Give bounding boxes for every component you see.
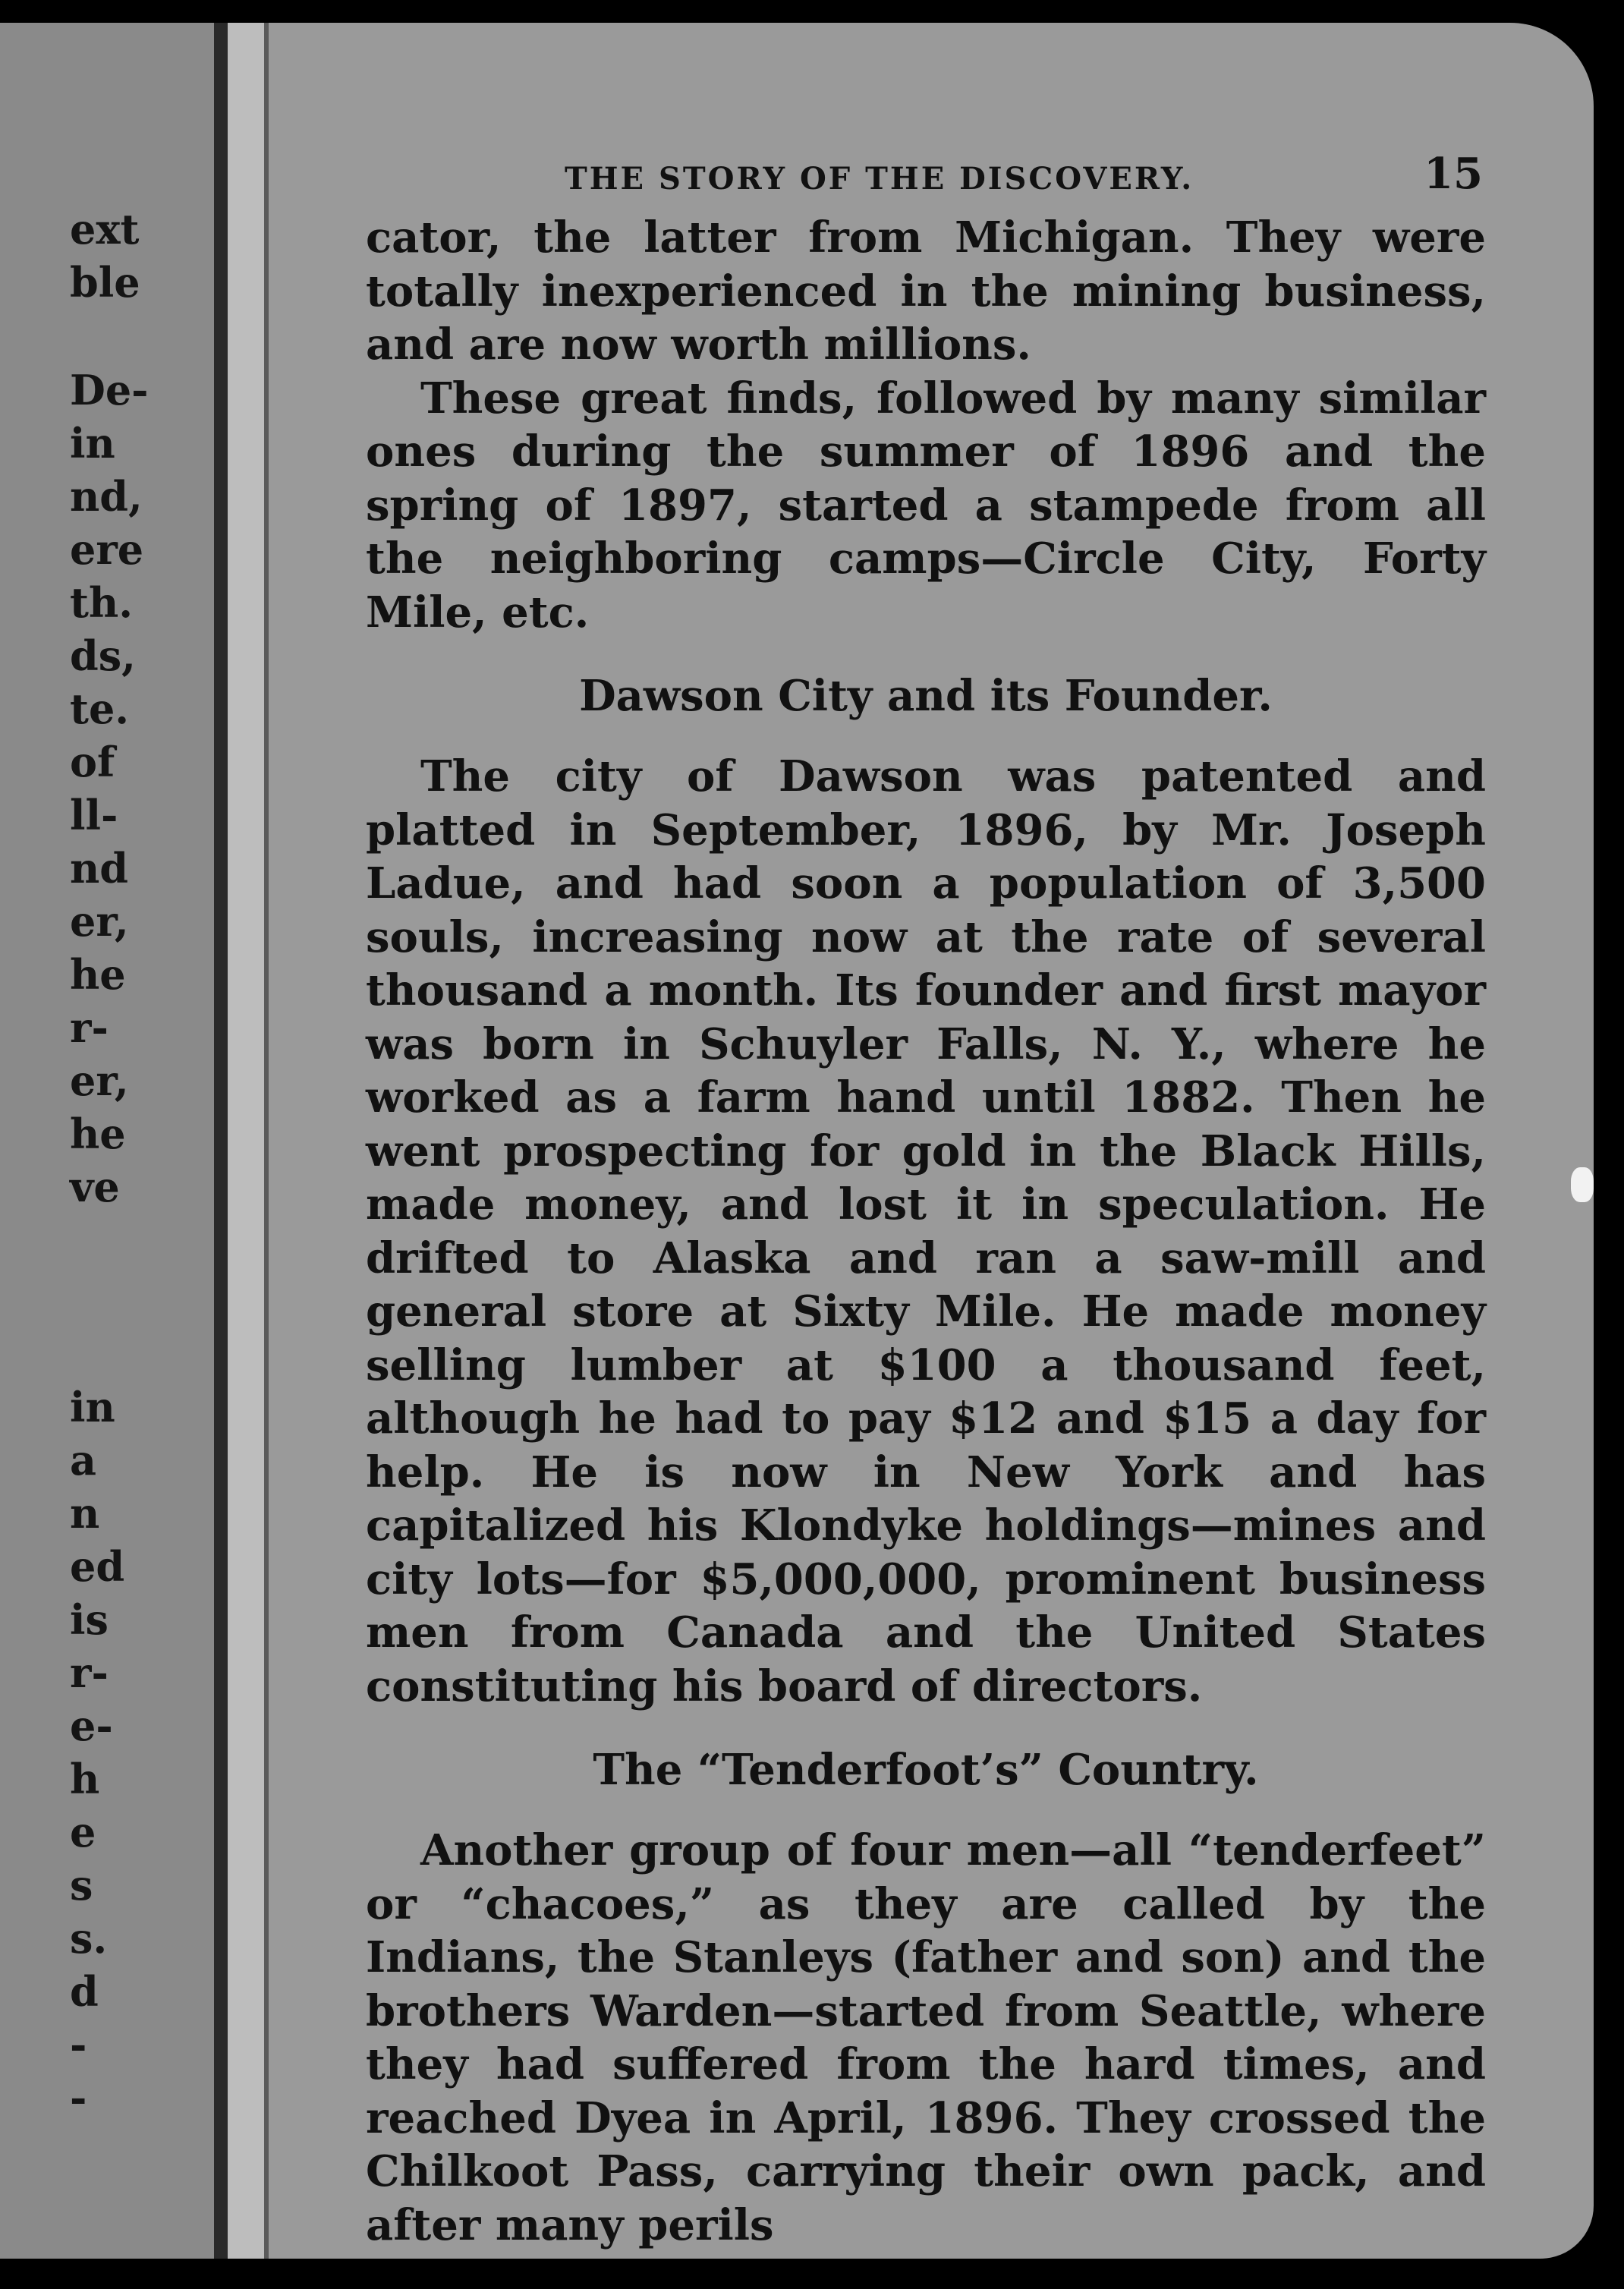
previous-page-line: s.: [70, 1914, 108, 1963]
book-gutter: [214, 23, 228, 2259]
previous-page-line: nd,: [70, 472, 143, 521]
previous-page-line: er,: [70, 1056, 129, 1105]
previous-page-line: n: [70, 1489, 100, 1538]
previous-page-line: in: [70, 419, 115, 468]
previous-page-line: ble: [70, 258, 140, 307]
previous-page-line: he: [70, 1110, 126, 1158]
previous-page-line: th.: [70, 578, 134, 627]
running-title: THE STORY OF THE DISCOVERY.: [565, 161, 1194, 197]
previous-page-line: d: [70, 1967, 99, 2016]
page-edge: [228, 23, 264, 2259]
previous-page-line: ed: [70, 1542, 125, 1591]
previous-page-line: er,: [70, 897, 129, 946]
book-page: [269, 23, 1594, 2259]
previous-page-line: r-: [70, 1003, 109, 1052]
previous-page-line: e: [70, 1808, 96, 1856]
section-heading-tenderfoot: The “Tenderfoot’s” Country.: [593, 1745, 1259, 1795]
previous-page-line: te.: [70, 685, 130, 733]
paragraph-dawson: The city of Dawson was patented and platted in September, 1896, by Mr. Joseph Ladue, and had soon a population of 3,500 souls, increasing now at the rate of several thousand a month. Its founder and first mayor was born in Schuyler Falls, N. Y., where he worked as a farm hand until 1882. Then he went prospecting for gold in the Black Hills, made money, and lost it in speculation. He drifted to Alaska and ran a saw-mill and general store at Sixty Mile. He made money selling lumber at $100 a thousand feet, although he had to pay $12 and $15 a day for help. He is now in New York and has capitalized his Klondyke holdings—mines and city lots—for $5,000,000, prominent business men from Canada and the United States constituting his board of directors.: [366, 751, 1486, 1711]
previous-page-line: ll-: [70, 791, 118, 839]
previous-page-line: De-: [70, 366, 149, 414]
previous-page-line: in: [70, 1383, 115, 1431]
previous-page-line: r-: [70, 1648, 109, 1697]
previous-page-line: s: [70, 1861, 93, 1910]
paragraph-continued: cator, the latter from Michigan. They were totally inexperienced in the mining business, and are now worth millions.: [366, 213, 1486, 370]
previous-page-line: nd: [70, 844, 129, 893]
previous-page-line: h: [70, 1755, 100, 1803]
page-header: [269, 144, 1594, 205]
section-heading-dawson: Dawson City and its Founder.: [579, 671, 1273, 721]
previous-page-line: -: [70, 2073, 87, 2122]
previous-page-line: ext: [70, 205, 140, 253]
previous-page-line: e-: [70, 1702, 113, 1750]
paragraph-great-finds: These great finds, followed by many similar ones during the summer of 1896 and the spring of 1897, started a stampede from all the neighboring camps—Circle City, Forty Mile, etc.: [366, 373, 1486, 638]
previous-page-line: -: [70, 2020, 87, 2069]
previous-page-line: is: [70, 1595, 109, 1644]
page-number: 15: [1424, 149, 1483, 199]
paragraph-tenderfoot: Another group of four men—all “tenderfeet” or “chacoes,” as they are called by the Indians, the Stanleys (father and son) and the brothers Warden—started from Seattle, where they had suffered from the hard times, and reached Dyea in April, 1896. They crossed the Chilkoot Pass, carrying their own pack, and after many perils: [366, 1825, 1486, 2250]
previous-page-fragment: [0, 23, 214, 2259]
previous-page-line: a: [70, 1436, 96, 1485]
previous-page-line: ve: [70, 1163, 120, 1211]
previous-page-line: he: [70, 950, 126, 999]
previous-page-line: of: [70, 738, 115, 786]
previous-page-line: ds,: [70, 631, 136, 680]
page-body: [366, 211, 1486, 2252]
previous-page-line: ere: [70, 525, 144, 574]
paper-damage-spot: [1571, 1167, 1594, 1202]
